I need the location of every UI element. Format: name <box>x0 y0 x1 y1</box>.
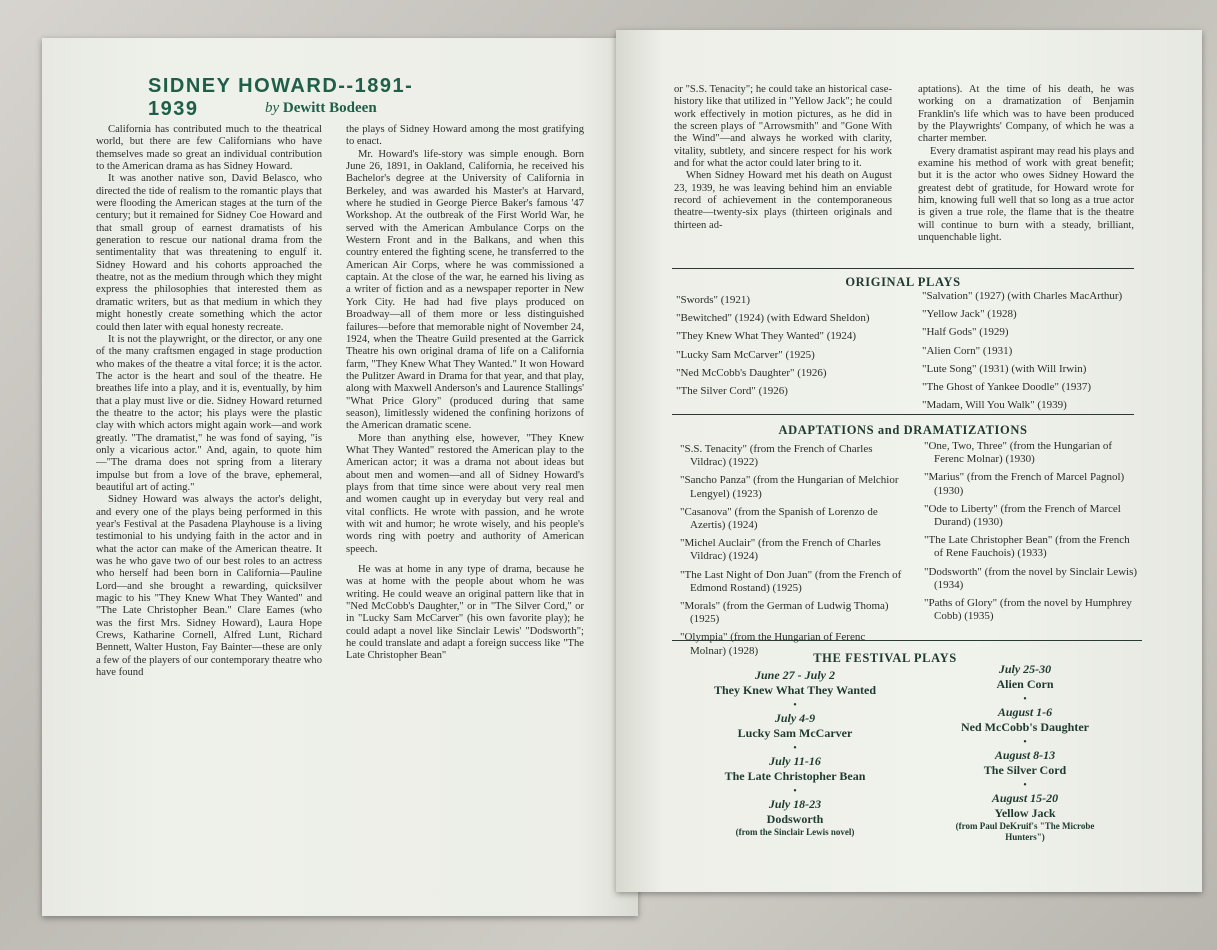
festival-entry <box>940 705 1110 735</box>
festival-play-title: Lucky Sam McCarver <box>737 726 853 740</box>
festival-play-title: The Late Christopher Bean <box>724 769 866 783</box>
list-item: "S.S. Tenacity" (from the French of Charles Vildrac) (1922) <box>680 443 873 469</box>
festival-entry <box>940 662 1110 692</box>
festival-entry <box>940 791 1110 843</box>
list-item: "Morals" (from the German of Ludwig Thoma) (1925) <box>680 600 889 626</box>
festival-play-title: The Silver Cord <box>983 763 1067 777</box>
bullet-separator: • <box>793 786 797 797</box>
paragraph: aptations). At the time of his death, he was working on a dramatization of Benjamin Franklin's life which was to have been produced by the Playwrights' Company, of which he was a charter member. <box>918 84 1134 145</box>
list-item: "The Late Christopher Bean" (from the French of Rene Fauchois) (1933) <box>924 534 1130 560</box>
byline-prefix: by <box>265 100 280 116</box>
festival-entry <box>690 797 900 838</box>
festival-play-title: Ned McCobb's Daughter <box>961 720 1089 734</box>
festival-date: August 1-6 <box>997 705 1053 719</box>
list-item: "Sancho Panza" (from the Hungarian of Melchior Lengyel) (1923) <box>680 474 899 500</box>
paragraph: It was another native son, David Belasco, who directed the tide of realism to the romantic plays that were flooding the American stages at the turn of the century; but it remained for Sidney Coe Howard and that small group of earnest dramatists of his generation to rescue our national drama from the sentimentality that was threatening to engulf it. Sidney Howard and his cohorts approached the theatre, not as the medium through which they might express the philosophies that interested them as dramatic writers, but as that medium in which they might honestly create something which the actor could then later with equal honesty recreate. <box>96 173 322 333</box>
list-item: "Ode to Liberty" (from the French of Marcel Durand) (1930) <box>924 502 1121 529</box>
byline-author: Dewitt Bodeen <box>282 100 377 116</box>
bullet-separator: • <box>1023 694 1027 705</box>
list-item: "The Ghost of Yankee Doodle" (1937) <box>922 381 1092 394</box>
list-item: "Olympia" (from the Hungarian of Ferenc Molnar) (1928) <box>680 631 866 657</box>
paragraph: It is not the playwright, or the director, or any one of the many craftsmen engaged in stage production who makes of the theatre a vital force; it is the actor. The actor is the heart and soul of the theatre. He breathes life into a play, and it is, eventually, by him that a play must live or die. Sidney Howard returned the theatre to the actor; his plays were the plastic clay with which actors might again work—and work greatly. "The dramatist," he was fond of saying, "is only a vicarious actor." And, again, to quote him—"The drama does not spring from a literary impulse but from a love of the brave, ephemeral, beautiful art of acting." <box>96 333 322 493</box>
festival-play-title: They Knew What They Wanted <box>713 683 877 697</box>
festival-date: June 27 - July 2 <box>754 668 835 682</box>
article-column-3 <box>674 84 892 232</box>
list-item: "Lute Song" (1931) (with Will Irwin) <box>922 362 1087 375</box>
paragraph: Mr. Howard's life-story was simple enough. Born June 26, 1891, in Oakland, California, he received his Bachelor's degree at the University of California in Berkeley, and was awarded his Master's at Harvard, where he studied in George Pierce Baker's famous '47 Workshop. At the outbreak of the First World War, he served with the American Ambulance Corps on the Western Front and in the Balkans, and when this country entered the fighting scene, he transferred to the American Air Corps, where he was commissioned a captain. At the close of the war, he earned his living as a writer of fiction and as a newspaper reporter in New York City. He had had five plays produced on Broadway—all of them more or less distinguished failures—before that memorable night of November 24, 1924, when the Theatre Guild presented at the Garrick Theatre his own original drama of life on a California farm, "They Knew What They Wanted." It won Howard the Pulitzer Award in Drama for that year, and that play, along with Maxwell Anderson's and Laurence Stallings' "What Price Glory" (produced during that same season), limitlessly widened the confining horizons of the American dramatic scene. <box>346 148 584 432</box>
paragraph: or "S.S. Tenacity"; he could take an historical case-history like that utilized in "Yellow Jack"; he could work effectively in motion pictures, as he did in the screen plays of "Arrowsmith" and "Gone With the Wind"—and always he worked with clarity, vitality, subtlety, and sincere respect for his work and for what the actor could later bring to it. <box>674 84 892 170</box>
festival-entry <box>690 754 900 784</box>
list-item: "Alien Corn" (1931) <box>922 344 1013 357</box>
list-item: "Dodsworth" (from the novel by Sinclair Lewis) (1934) <box>924 565 1138 591</box>
adaptations-list-left <box>680 443 902 663</box>
list-item: "Salvation" (1927) (with Charles MacArthur) <box>922 290 1123 302</box>
festival-date: July 18-23 <box>768 797 822 811</box>
list-item: "The Last Night of Don Juan" (from the French of Edmond Rostand) (1925) <box>680 568 902 594</box>
list-item: "The Silver Cord" (1926) <box>676 385 788 398</box>
festival-play-title: Dodsworth <box>766 812 824 826</box>
article-column-1 <box>96 124 322 679</box>
article-column-2 <box>346 124 584 663</box>
list-item: "Swords" (1921) <box>676 294 751 306</box>
festival-date: August 8-13 <box>994 748 1056 762</box>
section-rule <box>672 640 1142 641</box>
list-item: "Madam, Will You Walk" (1939) <box>922 399 1067 412</box>
original-plays-heading: ORIGINAL PLAYS <box>845 275 961 289</box>
list-item: "Yellow Jack" (1928) <box>922 308 1017 321</box>
list-item: "They Knew What They Wanted" (1924) <box>676 330 857 343</box>
festival-entry <box>690 668 900 698</box>
adaptations-list-right <box>924 440 1138 628</box>
list-item: "Bewitched" (1924) (with Edward Sheldon) <box>676 312 870 325</box>
festival-entry <box>690 711 900 741</box>
list-item: "Lucky Sam McCarver" (1925) <box>676 348 815 361</box>
festival-heading: THE FESTIVAL PLAYS <box>813 651 957 665</box>
list-item: "Casanova" (from the Spanish of Lorenzo de Azertis) (1924) <box>680 505 878 532</box>
paragraph: Sidney Howard was always the actor's delight, and every one of the plays being performed in this year's Festival at the Pasadena Playhouse is a living testimonial to his undying faith in the actor and in what the actor can make of the American theatre. It was he who gave two of our best roles to an actress who herself had been born in California—Pauline Lord—and she brought a rewarding, quicksilver magic to his "They Knew What They Wanted" and "The Late Christopher Bean." Clare Eames (who was the first Mrs. Sidney Howard), Laura Hope Crews, Katharine Cornell, Alfred Lunt, Richard Bennett, Walter Huston, Fay Bainter—these are only a few of the players of our contemporary theatre who have found <box>96 494 322 679</box>
bullet-separator: • <box>793 743 797 754</box>
festival-note: (from Paul DeKruif's "The Microbe Hunters") <box>955 821 1095 842</box>
festival-schedule-left <box>690 668 900 840</box>
original-plays-list-left <box>676 294 906 403</box>
byline <box>265 100 377 117</box>
festival-schedule-right <box>940 662 1110 845</box>
paragraph: Every dramatist aspirant may read his plays and examine his method of work with great benefit; but it is the actor who owes Sidney Howard the greatest debt of gratitude, for Howard wrote for him, knowing full well that so long as a true actor is given a true role, the flame that is the theatre will continue to burn with a steady, brilliant, unquenchable light. <box>918 145 1134 244</box>
festival-date: July 4-9 <box>774 711 816 725</box>
article-column-4 <box>918 84 1134 244</box>
festival-play-title: Yellow Jack <box>994 806 1056 820</box>
list-item: "Ned McCobb's Daughter" (1926) <box>676 366 827 379</box>
list-item: "Half Gods" (1929) <box>922 326 1009 339</box>
bullet-separator: • <box>1023 780 1027 791</box>
festival-play-title: Alien Corn <box>996 677 1054 691</box>
section-rule <box>672 268 1134 269</box>
paragraph: More than anything else, however, "They Knew What They Wanted" restored the American play to the American actor; it was a drama not about ideas but about men and women—and all of Sidney Howard's plays from that time since were about very real men and women caught up in everyday but very real and vital conflicts. He wrote with passion, and he wrote with wit and humor; he wrote wisely, and his people's words ring with poetry and authority of American speech. <box>346 432 584 555</box>
section-rule <box>672 414 1134 415</box>
paragraph: the plays of Sidney Howard among the most gratifying to enact. <box>346 124 584 148</box>
festival-date: July 25-30 <box>998 662 1052 676</box>
list-item: "Marius" (from the French of Marcel Pagnol) (1930) <box>924 471 1125 497</box>
bullet-separator: • <box>1023 737 1027 748</box>
festival-date: July 11-16 <box>769 754 821 768</box>
paragraph: When Sidney Howard met his death on August 23, 1939, he was leaving behind him an enviable record of achievement in the contemporaneous theatre—twenty-six plays (thirteen originals and thirteen ad- <box>674 170 892 231</box>
festival-date: August 15-20 <box>991 791 1059 805</box>
original-plays-list-right <box>922 290 1134 417</box>
paragraph: He was at home in any type of drama, because he was at home with the people about whom he was writing. He could weave an original pattern like that in "Ned McCobb's Daughter," or in "The Silver Cord," or in "Lucky Sam McCarver" (his own favorite play); he could adapt a novel like Sinclair Lewis' "Dodsworth"; he could translate and adapt a foreign success like "The Late Christopher Bean" <box>346 564 584 662</box>
festival-entry <box>940 748 1110 778</box>
list-item: "Michel Auclair" (from the French of Charles Vildrac) (1924) <box>680 537 881 563</box>
article-title: SIDNEY HOWARD--1891-1939 <box>148 75 414 120</box>
festival-note: (from the Sinclair Lewis novel) <box>735 827 855 837</box>
bullet-separator: • <box>793 700 797 711</box>
adaptations-heading: ADAPTATIONS and DRAMATIZATIONS <box>778 423 1028 437</box>
paragraph: California has contributed much to the theatrical world, but there are few Californians who have themselves made so great an individual contribution to the American drama as has Sidney Howard. <box>96 124 322 173</box>
list-item: "Paths of Glory" (from the novel by Humphrey Cobb) (1935) <box>924 597 1132 623</box>
list-item: "One, Two, Three" (from the Hungarian of Ferenc Molnar) (1930) <box>924 440 1113 466</box>
